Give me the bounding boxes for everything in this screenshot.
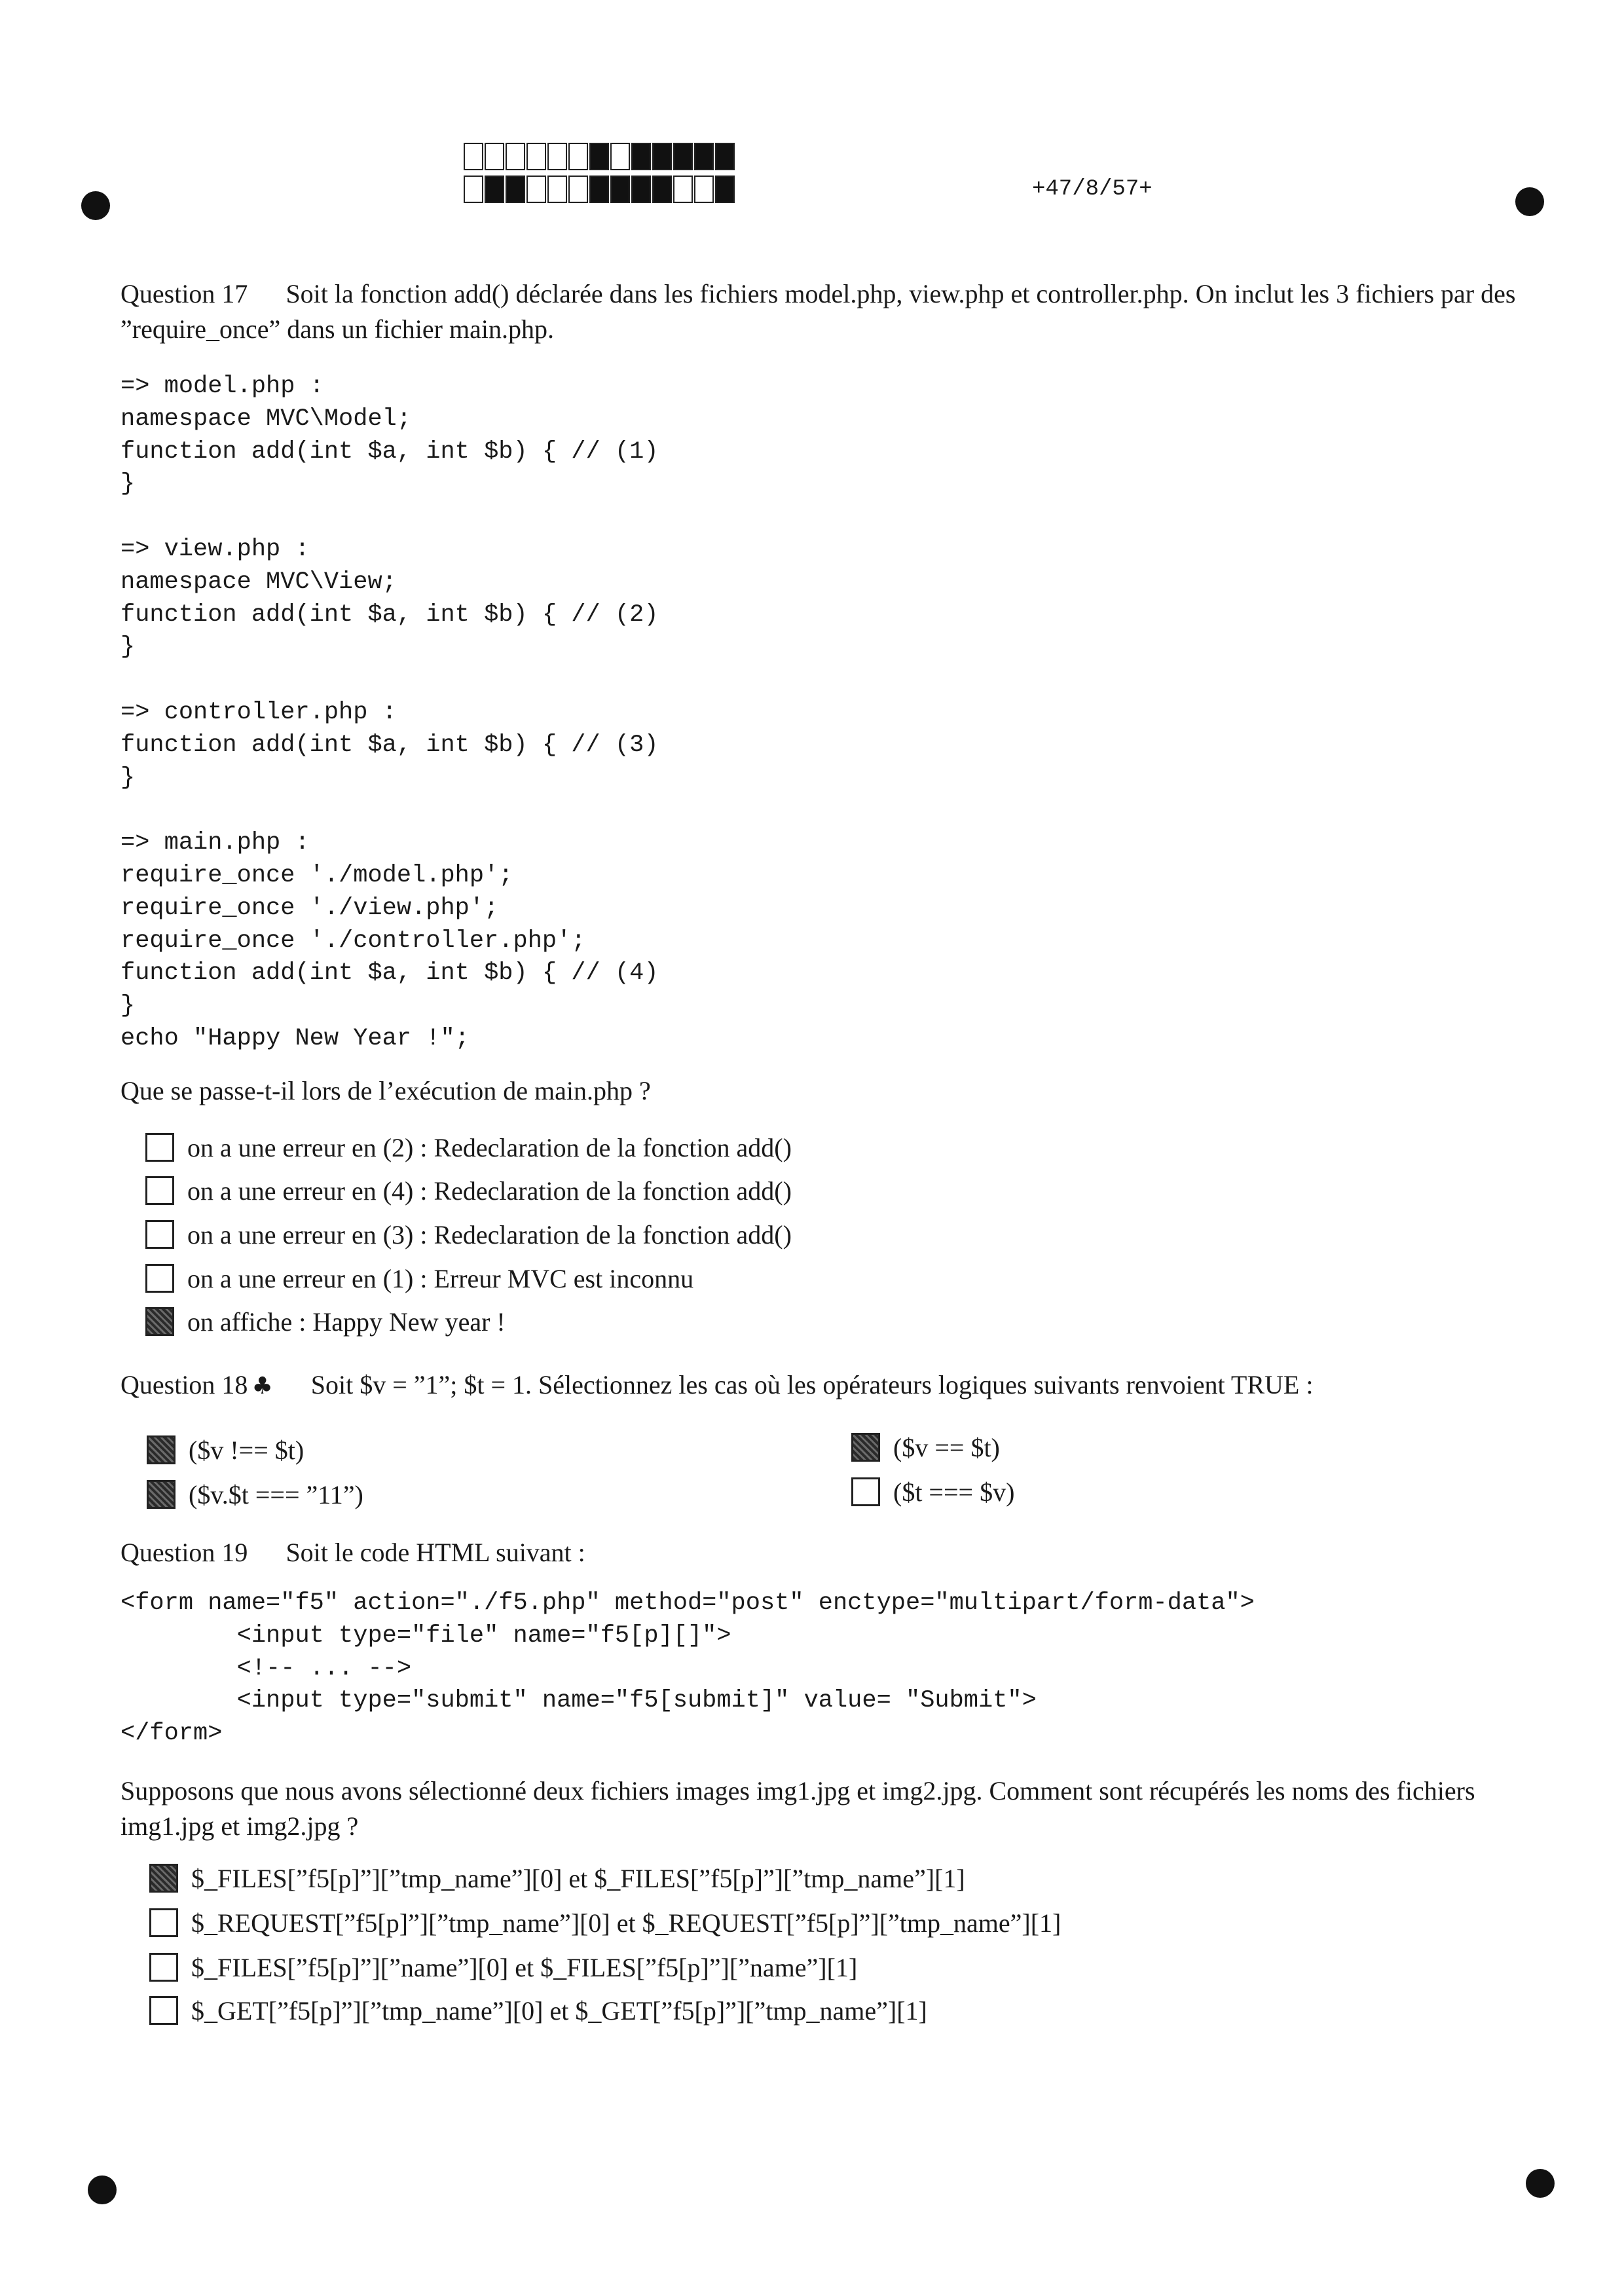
barcode-row-1 <box>464 143 736 170</box>
q17-option-label: on a une erreur en (3) : Redeclaration de la fonction add() <box>187 1219 792 1250</box>
registration-mark-bottom-left <box>88 2176 117 2204</box>
barcode-row-2-cell <box>526 176 546 203</box>
q17-option-label: on a une erreur en (2) : Redeclaration de la fonction add() <box>187 1132 792 1162</box>
q19-option-checkbox[interactable] <box>149 1908 178 1937</box>
q17-option-checkbox[interactable] <box>145 1133 174 1162</box>
question-17-text: Soit la fonction add() déclarée dans les fichiers model.php, view.php et controller.php. On inclut les 3 fichiers par des ”require_once” dans un fichier main.php. <box>120 279 1516 344</box>
barcode-row-2-cell <box>506 176 525 203</box>
q17-option-label: on a une erreur en (1) : Erreur MVC est inconnu <box>187 1263 694 1293</box>
barcode-row-2-cell <box>694 176 714 203</box>
question-17 <box>120 276 1522 347</box>
registration-mark-top-right <box>1515 187 1544 216</box>
q18-option <box>851 1428 1000 1467</box>
q18-option-label: ($t === $v) <box>893 1477 1015 1507</box>
q19-option <box>149 1859 965 1898</box>
barcode-row-2-cell <box>547 176 567 203</box>
q17-option-checkbox[interactable] <box>145 1264 174 1293</box>
question-19-prompt: Supposons que nous avons sélectionné deux fichiers images img1.jpg et img2.jpg. Comment sont récupérés les noms des fichiers img1.jpg et img2.jpg ? <box>120 1776 1475 1841</box>
barcode-row-1-cell <box>715 143 735 170</box>
barcode-row-1-cell <box>485 143 504 170</box>
barcode-row-2-cell <box>485 176 504 203</box>
barcode-row-2-cell <box>673 176 693 203</box>
q18-option-checkbox[interactable] <box>147 1480 175 1509</box>
q18-option <box>147 1430 304 1470</box>
question-18 <box>120 1367 1522 1404</box>
q18-option-checkbox[interactable] <box>851 1433 880 1462</box>
q19-option-label: $_FILES[”f5[p]”][”name”][0] et $_FILES[”f5[p]”][”name”][1] <box>191 1952 858 1982</box>
q18-option <box>851 1472 1014 1511</box>
barcode-row-1-cell <box>547 143 567 170</box>
barcode-row-1-cell <box>694 143 714 170</box>
barcode-row-1-cell <box>652 143 672 170</box>
question-17-code: => model.php : namespace MVC\Model; function add(int $a, int $b) { // (1) } => view.php : namespace MVC\View; function add(int $a, int $b) { // (2) } => controller.php : function add(int $a, int $b) { // (3) } => main.php : require_once './model.php'; require_once './view.php'; require_once './controller.php'; function add(int $a, int $b) { // (4) } echo "Happy New Year !"; <box>120 373 659 1052</box>
barcode-row-1-cell <box>631 143 651 170</box>
q19-option-label: $_FILES[”f5[p]”][”tmp_name”][0] et $_FILES[”f5[p]”][”tmp_name”][1] <box>191 1863 965 1893</box>
question-19 <box>120 1535 1522 1570</box>
q19-option-checkbox[interactable] <box>149 1996 178 2025</box>
barcode-row-1-cell <box>673 143 693 170</box>
q17-option <box>145 1128 792 1167</box>
registration-mark-bottom-right <box>1526 2169 1555 2198</box>
q17-option <box>145 1215 792 1254</box>
barcode-row-2 <box>464 176 736 203</box>
barcode-row-1-cell <box>610 143 630 170</box>
question-18-text: Soit $v = ”1”; $t = 1. Sélectionnez les cas où les opérateurs logiques suivants renvoient TRUE : <box>310 1370 1314 1399</box>
q18-option-label: ($v !== $t) <box>189 1435 304 1465</box>
question-17-label: Question 17 <box>120 279 248 308</box>
question-19-code: <form name="f5" action="./f5.php" method="post" enctype="multipart/form-data"> <input type="file" name="f5[p][]"> <!-- ... --> <input type="submit" name="f5[submit]" value= "Submit"> </form> <box>120 1589 1255 1748</box>
question-19-label: Question 19 <box>120 1538 248 1567</box>
q18-option-checkbox[interactable] <box>851 1477 880 1506</box>
question-19-text: Soit le code HTML suivant : <box>286 1538 585 1567</box>
q17-option <box>145 1302 506 1341</box>
q18-option <box>147 1475 363 1514</box>
q18-option-checkbox[interactable] <box>147 1435 175 1464</box>
q19-option <box>149 1948 857 1987</box>
sheet-id: +47/8/57+ <box>1032 177 1153 202</box>
q17-option <box>145 1171 792 1210</box>
q19-option-label: $_REQUEST[”f5[p]”][”tmp_name”][0] et $_REQUEST[”f5[p]”][”tmp_name”][1] <box>191 1908 1061 1938</box>
barcode-row-2-cell <box>568 176 588 203</box>
barcode-row-1-cell <box>568 143 588 170</box>
q17-option <box>145 1259 693 1298</box>
q17-option-label: on affiche : Happy New year ! <box>187 1306 506 1337</box>
q18-option-label: ($v.$t === ”11”) <box>189 1479 363 1509</box>
q17-option-label: on a une erreur en (4) : Redeclaration de la fonction add() <box>187 1176 792 1206</box>
q19-option <box>149 1991 927 2030</box>
barcode-row-2-cell <box>631 176 651 203</box>
q19-option-checkbox[interactable] <box>149 1953 178 1982</box>
question-18-label: Question 18 ♣ <box>120 1370 273 1399</box>
q19-option-label: $_GET[”f5[p]”][”tmp_name”][0] et $_GET[”f5[p]”][”tmp_name”][1] <box>191 1995 927 2026</box>
barcode-row-2-cell <box>464 176 483 203</box>
barcode-row-1-cell <box>526 143 546 170</box>
barcode-row-2-cell <box>610 176 630 203</box>
question-17-prompt: Que se passe-t-il lors de l’exécution de main.php ? <box>120 1076 651 1105</box>
q19-option-checkbox[interactable] <box>149 1864 178 1893</box>
barcode-row-1-cell <box>589 143 609 170</box>
registration-mark-top-left <box>81 191 110 220</box>
q19-option <box>149 1903 1061 1942</box>
barcode-row-2-cell <box>652 176 672 203</box>
barcode-row-2-cell <box>715 176 735 203</box>
club-icon: ♣ <box>251 1373 273 1399</box>
q17-option-checkbox[interactable] <box>145 1307 174 1336</box>
barcode-row-1-cell <box>506 143 525 170</box>
barcode-row-1-cell <box>464 143 483 170</box>
q17-option-checkbox[interactable] <box>145 1176 174 1205</box>
barcode-row-2-cell <box>589 176 609 203</box>
q18-option-label: ($v == $t) <box>893 1432 1000 1462</box>
q17-option-checkbox[interactable] <box>145 1220 174 1249</box>
